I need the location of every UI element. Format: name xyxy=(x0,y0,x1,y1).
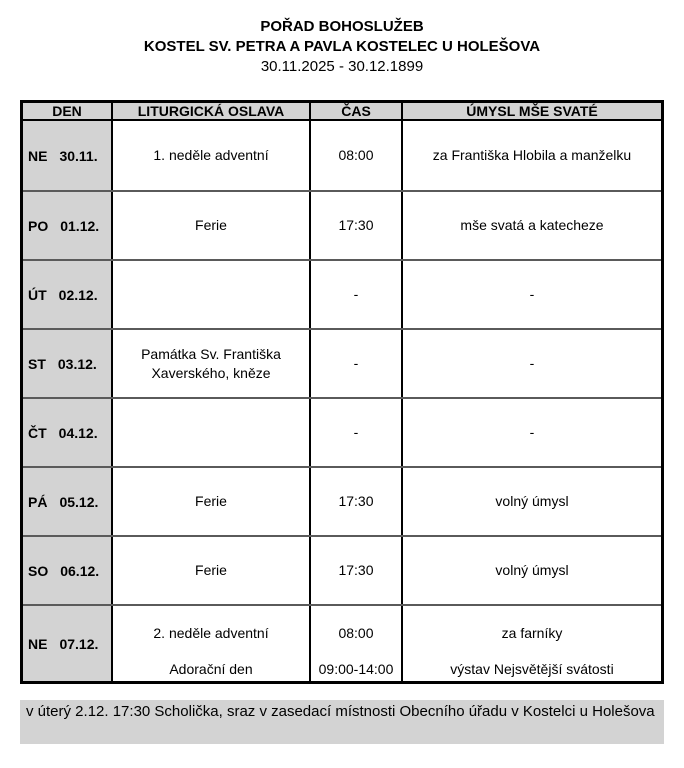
day-abbr: PÁ xyxy=(28,493,48,510)
intention-cell: volný úmysl xyxy=(495,562,569,578)
celebration-cell: 1. neděle adventní xyxy=(113,121,311,190)
header-cell-celebration: LITURGICKÁ OSLAVA xyxy=(113,103,311,119)
celebration-cell xyxy=(113,261,311,328)
intention-primary: za farníky xyxy=(501,624,563,641)
day-cell xyxy=(23,192,113,259)
celebration-cell: Ferie xyxy=(113,192,311,259)
intention-cell: - xyxy=(529,355,535,371)
day-date: 06.12. xyxy=(60,562,100,579)
table-row xyxy=(23,121,661,190)
celebration-cell: Ferie xyxy=(113,537,311,604)
table-row xyxy=(23,466,661,535)
celebration-cell xyxy=(113,399,311,466)
intention-cell xyxy=(403,606,661,681)
day-cell xyxy=(23,537,113,604)
date-range: 30.11.2025 - 30.12.1899 xyxy=(260,58,424,75)
church-subtitle: KOSTEL SV. PETRA A PAVLA KOSTELEC U HOLEŠOVA xyxy=(143,38,541,55)
day-abbr: NE xyxy=(28,147,48,164)
time-cell: 17:30 xyxy=(311,192,403,259)
table-header-row xyxy=(23,103,661,121)
day-date: 30.11. xyxy=(59,147,98,164)
day-date: 04.12. xyxy=(58,424,98,441)
table-row xyxy=(23,535,661,604)
day-date: 01.12. xyxy=(60,217,100,234)
table-row xyxy=(23,259,661,328)
day-abbr: ST xyxy=(28,355,46,372)
table-row xyxy=(23,397,661,466)
header-cell-day: DEN xyxy=(23,103,113,119)
time-secondary: 09:00-14:00 xyxy=(318,661,394,677)
day-date: 07.12. xyxy=(59,635,99,652)
header-cell-intention: ÚMYSL MŠE SVATÉ xyxy=(466,102,598,119)
intention-cell: - xyxy=(529,424,535,440)
intention-cell: za Františka Hlobila a manželku xyxy=(432,147,632,163)
day-cell xyxy=(23,330,113,397)
celebration-cell xyxy=(113,606,311,681)
document-header xyxy=(0,0,684,77)
celebration-cell: Ferie xyxy=(113,468,311,535)
time-cell: 08:00 xyxy=(311,121,403,190)
table-row xyxy=(23,604,661,681)
celebration-secondary: Adorační den xyxy=(169,661,253,677)
day-abbr: SO xyxy=(28,562,49,579)
day-abbr: NE xyxy=(28,635,48,652)
time-cell xyxy=(311,606,403,681)
time-cell: - xyxy=(311,330,403,397)
time-cell: 17:30 xyxy=(311,537,403,604)
table-row xyxy=(23,328,661,397)
celebration-cell: Památka Sv. Františka Xaverského, kněze xyxy=(113,330,311,397)
time-primary: 08:00 xyxy=(338,624,374,641)
day-cell xyxy=(23,399,113,466)
intention-cell: volný úmysl xyxy=(495,493,569,509)
page-title: POŘAD BOHOSLUŽEB xyxy=(260,18,424,35)
intention-secondary: výstav Nejsvětější svátosti xyxy=(450,661,614,677)
day-date: 02.12. xyxy=(58,286,98,303)
day-date: 05.12. xyxy=(59,493,99,510)
day-cell xyxy=(23,468,113,535)
header-cell-time: ČAS xyxy=(311,103,403,119)
day-cell xyxy=(23,121,113,190)
time-cell: - xyxy=(311,261,403,328)
day-abbr: ČT xyxy=(28,424,47,441)
celebration-primary: 2. neděle adventní xyxy=(153,624,269,641)
intention-cell: - xyxy=(529,286,535,302)
day-cell xyxy=(23,606,113,681)
intention-cell: mše svatá a katecheze xyxy=(460,217,604,233)
day-cell xyxy=(23,261,113,328)
day-abbr: ÚT xyxy=(28,286,47,303)
footer-note: v úterý 2.12. 17:30 Scholička, sraz v zasedací místnosti Obecního úřadu v Kostelci u Holešova xyxy=(20,700,664,744)
day-date: 03.12. xyxy=(57,355,97,372)
table-row xyxy=(23,190,661,259)
schedule-table xyxy=(20,100,664,684)
time-cell: 17:30 xyxy=(311,468,403,535)
day-abbr: PO xyxy=(28,217,49,234)
time-cell: - xyxy=(311,399,403,466)
